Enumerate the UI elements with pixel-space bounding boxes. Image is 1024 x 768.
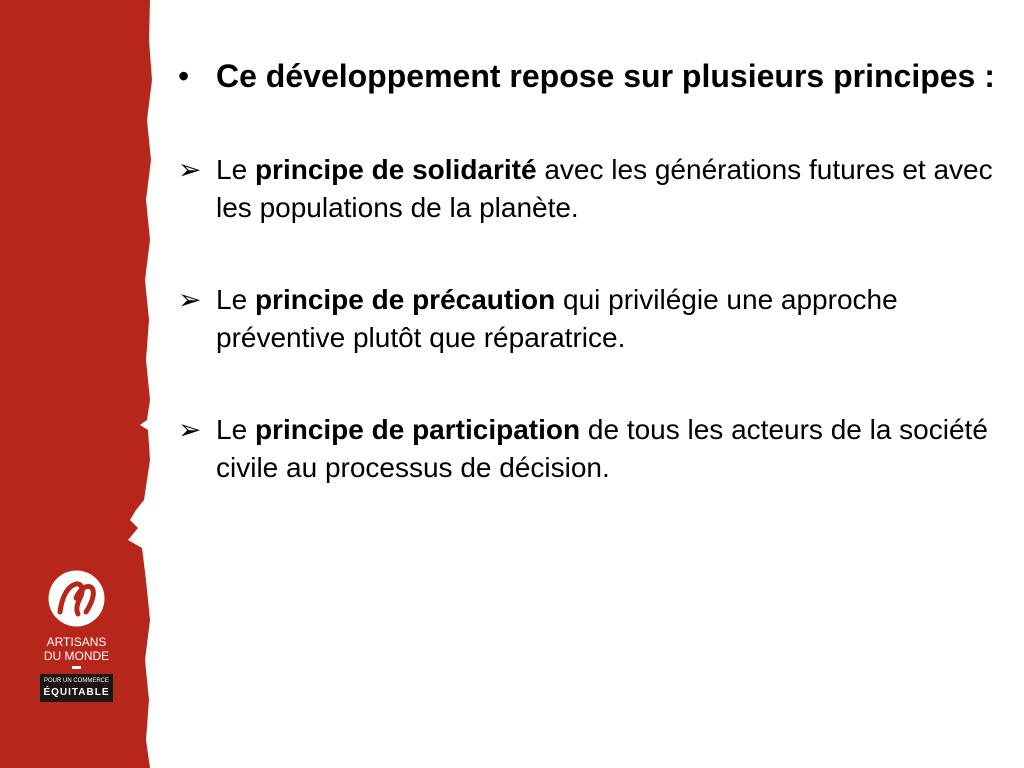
logo-line-1: ARTISANS bbox=[46, 635, 107, 649]
intro-bullet bbox=[170, 56, 1010, 96]
principle-name: principe de participation bbox=[254, 414, 581, 445]
intro-text: Ce développement repose sur plusieurs principes : bbox=[216, 58, 995, 94]
principle-prefix: Le bbox=[216, 414, 255, 445]
principle-name: principe de solidarité bbox=[254, 154, 537, 185]
logo-tagline: POUR UN COMMERCE bbox=[43, 678, 109, 684]
arrow-bullet-icon: ➢ bbox=[178, 284, 202, 315]
principle-item bbox=[170, 411, 1010, 487]
principle-item bbox=[170, 151, 1010, 227]
arrow-bullet-icon: ➢ bbox=[178, 414, 202, 445]
principle-description: qui privilégie une approche préventive plutôt que réparatrice. bbox=[216, 284, 898, 353]
red-sidebar bbox=[0, 0, 160, 768]
bullet-icon: • bbox=[178, 58, 190, 94]
logo-tagline-2: ÉQUITABLE bbox=[43, 687, 110, 698]
logo-divider bbox=[72, 666, 81, 669]
principle-description: avec les générations futures et avec les populations de la planète. bbox=[216, 154, 993, 223]
slide-content bbox=[170, 56, 1010, 487]
arrow-bullet-icon: ➢ bbox=[178, 154, 202, 185]
logo-emblem-icon bbox=[46, 568, 107, 629]
principle-prefix: Le bbox=[216, 154, 255, 185]
principle-description: de tous les acteurs de la société civile au processus de décision. bbox=[216, 414, 988, 483]
principle-item bbox=[170, 281, 1010, 357]
principle-name: principe de précaution bbox=[254, 284, 556, 315]
artisans-du-monde-logo bbox=[36, 562, 117, 705]
logo-band bbox=[40, 674, 113, 702]
principle-prefix: Le bbox=[216, 284, 255, 315]
logo-line-2: DU MONDE bbox=[43, 649, 110, 663]
